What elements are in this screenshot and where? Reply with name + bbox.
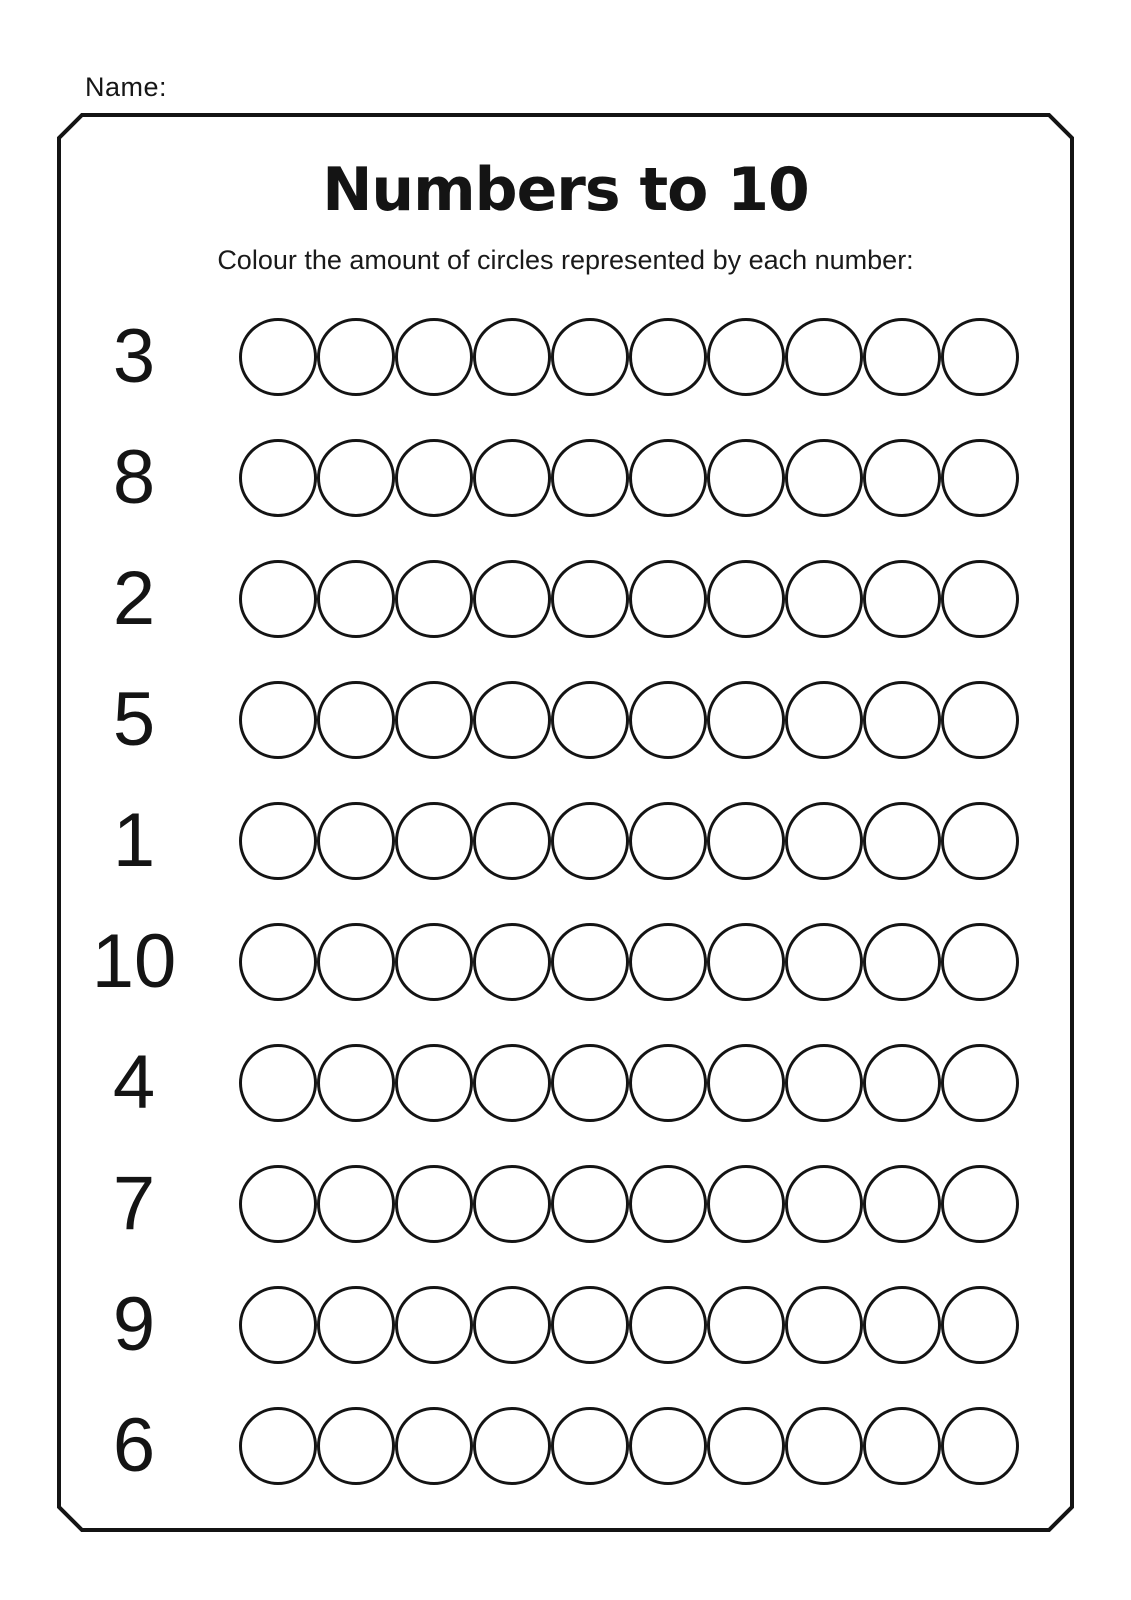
row-number-label: 8: [112, 435, 156, 520]
colour-circle[interactable]: [395, 802, 473, 880]
circle-row: [239, 1286, 1019, 1364]
colour-circle[interactable]: [239, 1165, 317, 1243]
colour-circle[interactable]: [629, 1044, 707, 1122]
colour-circle[interactable]: [395, 1165, 473, 1243]
page-instructions: Colour the amount of circles represented by each number:: [217, 245, 914, 275]
colour-circle[interactable]: [473, 923, 551, 1001]
circle-row: [239, 560, 1019, 638]
colour-circle[interactable]: [863, 923, 941, 1001]
colour-circle[interactable]: [629, 560, 707, 638]
name-label: Name:: [85, 72, 168, 102]
colour-circle[interactable]: [473, 1407, 551, 1485]
colour-circle[interactable]: [395, 1286, 473, 1364]
colour-circle[interactable]: [707, 1286, 785, 1364]
colour-circle[interactable]: [317, 1286, 395, 1364]
row-number-label: 3: [112, 314, 156, 399]
colour-circle[interactable]: [863, 1407, 941, 1485]
colour-circle[interactable]: [551, 560, 629, 638]
colour-circle[interactable]: [785, 1044, 863, 1122]
colour-circle[interactable]: [473, 560, 551, 638]
colour-circle[interactable]: [473, 318, 551, 396]
colour-circle[interactable]: [707, 560, 785, 638]
circle-row: [239, 681, 1019, 759]
colour-circle[interactable]: [941, 923, 1019, 1001]
circle-row: [239, 1044, 1019, 1122]
colour-circle[interactable]: [629, 681, 707, 759]
colour-circle[interactable]: [785, 560, 863, 638]
colour-circle[interactable]: [707, 1407, 785, 1485]
colour-circle[interactable]: [629, 1165, 707, 1243]
colour-circle[interactable]: [941, 1165, 1019, 1243]
colour-circle[interactable]: [707, 681, 785, 759]
colour-circle[interactable]: [395, 681, 473, 759]
colour-circle[interactable]: [551, 1286, 629, 1364]
circle-row: [239, 802, 1019, 880]
colour-circle[interactable]: [629, 923, 707, 1001]
colour-circle[interactable]: [239, 681, 317, 759]
colour-circle[interactable]: [551, 923, 629, 1001]
colour-circle[interactable]: [551, 681, 629, 759]
worksheet-row: [0, 1161, 1131, 1246]
colour-circle[interactable]: [395, 560, 473, 638]
colour-circle[interactable]: [785, 923, 863, 1001]
colour-circle[interactable]: [551, 802, 629, 880]
circle-row: [239, 1407, 1019, 1485]
colour-circle[interactable]: [473, 1165, 551, 1243]
colour-circle[interactable]: [317, 923, 395, 1001]
colour-circle[interactable]: [785, 681, 863, 759]
colour-circle[interactable]: [863, 439, 941, 517]
colour-circle[interactable]: [863, 802, 941, 880]
worksheet-row: [0, 314, 1131, 399]
colour-circle[interactable]: [629, 1407, 707, 1485]
colour-circle[interactable]: [941, 802, 1019, 880]
colour-circle[interactable]: [629, 439, 707, 517]
colour-circle[interactable]: [941, 318, 1019, 396]
worksheet-row: [0, 798, 1131, 883]
colour-circle[interactable]: [707, 439, 785, 517]
colour-circle[interactable]: [317, 439, 395, 517]
colour-circle[interactable]: [863, 1165, 941, 1243]
colour-circle[interactable]: [239, 1286, 317, 1364]
colour-circle[interactable]: [785, 802, 863, 880]
colour-circle[interactable]: [473, 1044, 551, 1122]
circle-row: [239, 1165, 1019, 1243]
colour-circle[interactable]: [941, 1044, 1019, 1122]
row-number-label: 2: [112, 556, 156, 641]
colour-circle[interactable]: [629, 318, 707, 396]
colour-circle[interactable]: [473, 439, 551, 517]
colour-circle[interactable]: [239, 802, 317, 880]
colour-circle[interactable]: [707, 1165, 785, 1243]
colour-circle[interactable]: [941, 1407, 1019, 1485]
row-number-label: 9: [112, 1282, 156, 1367]
circle-row: [239, 318, 1019, 396]
colour-circle[interactable]: [239, 1407, 317, 1485]
worksheet-row: [0, 1282, 1131, 1367]
row-number-label: 1: [112, 798, 156, 883]
worksheet-row: [0, 556, 1131, 641]
colour-circle[interactable]: [317, 318, 395, 396]
colour-circle[interactable]: [707, 923, 785, 1001]
colour-circle[interactable]: [317, 681, 395, 759]
worksheet-row: [0, 1040, 1131, 1125]
colour-circle[interactable]: [317, 1165, 395, 1243]
colour-circle[interactable]: [317, 1407, 395, 1485]
colour-circle[interactable]: [629, 1286, 707, 1364]
circle-row: [239, 439, 1019, 517]
colour-circle[interactable]: [785, 439, 863, 517]
worksheet-row: [0, 435, 1131, 520]
circle-row: [239, 923, 1019, 1001]
colour-circle[interactable]: [395, 923, 473, 1001]
colour-circle[interactable]: [317, 1044, 395, 1122]
colour-circle[interactable]: [863, 318, 941, 396]
colour-circle[interactable]: [473, 802, 551, 880]
colour-circle[interactable]: [707, 318, 785, 396]
colour-circle[interactable]: [239, 923, 317, 1001]
colour-circle[interactable]: [473, 1286, 551, 1364]
colour-circle[interactable]: [395, 439, 473, 517]
colour-circle[interactable]: [707, 802, 785, 880]
worksheet-row: [0, 677, 1131, 762]
colour-circle[interactable]: [317, 560, 395, 638]
colour-circle[interactable]: [551, 318, 629, 396]
colour-circle[interactable]: [551, 1407, 629, 1485]
colour-circle[interactable]: [863, 560, 941, 638]
colour-circle[interactable]: [863, 1044, 941, 1122]
colour-circle[interactable]: [941, 681, 1019, 759]
colour-circle[interactable]: [941, 560, 1019, 638]
colour-circle[interactable]: [941, 439, 1019, 517]
colour-circle[interactable]: [551, 439, 629, 517]
colour-circle[interactable]: [239, 439, 317, 517]
row-number-label: 5: [112, 677, 156, 762]
colour-circle[interactable]: [785, 1165, 863, 1243]
colour-circle[interactable]: [239, 1044, 317, 1122]
colour-circle[interactable]: [863, 1286, 941, 1364]
row-number-label: 4: [112, 1040, 156, 1125]
colour-circle[interactable]: [551, 1165, 629, 1243]
colour-circle[interactable]: [785, 1407, 863, 1485]
page-title: Numbers to 10: [322, 155, 809, 225]
worksheet-row: [0, 1403, 1131, 1488]
colour-circle[interactable]: [395, 1044, 473, 1122]
colour-circle[interactable]: [785, 1286, 863, 1364]
colour-circle[interactable]: [239, 318, 317, 396]
row-number-label: 6: [112, 1403, 156, 1488]
colour-circle[interactable]: [239, 560, 317, 638]
colour-circle[interactable]: [473, 681, 551, 759]
colour-circle[interactable]: [863, 681, 941, 759]
colour-circle[interactable]: [941, 1286, 1019, 1364]
colour-circle[interactable]: [551, 1044, 629, 1122]
colour-circle[interactable]: [629, 802, 707, 880]
row-number-label: 7: [112, 1161, 156, 1246]
colour-circle[interactable]: [707, 1044, 785, 1122]
row-number-label: 10: [91, 919, 177, 1004]
colour-circle[interactable]: [395, 1407, 473, 1485]
colour-circle[interactable]: [317, 802, 395, 880]
colour-circle[interactable]: [785, 318, 863, 396]
worksheet-row: [0, 919, 1131, 1004]
colour-circle[interactable]: [395, 318, 473, 396]
